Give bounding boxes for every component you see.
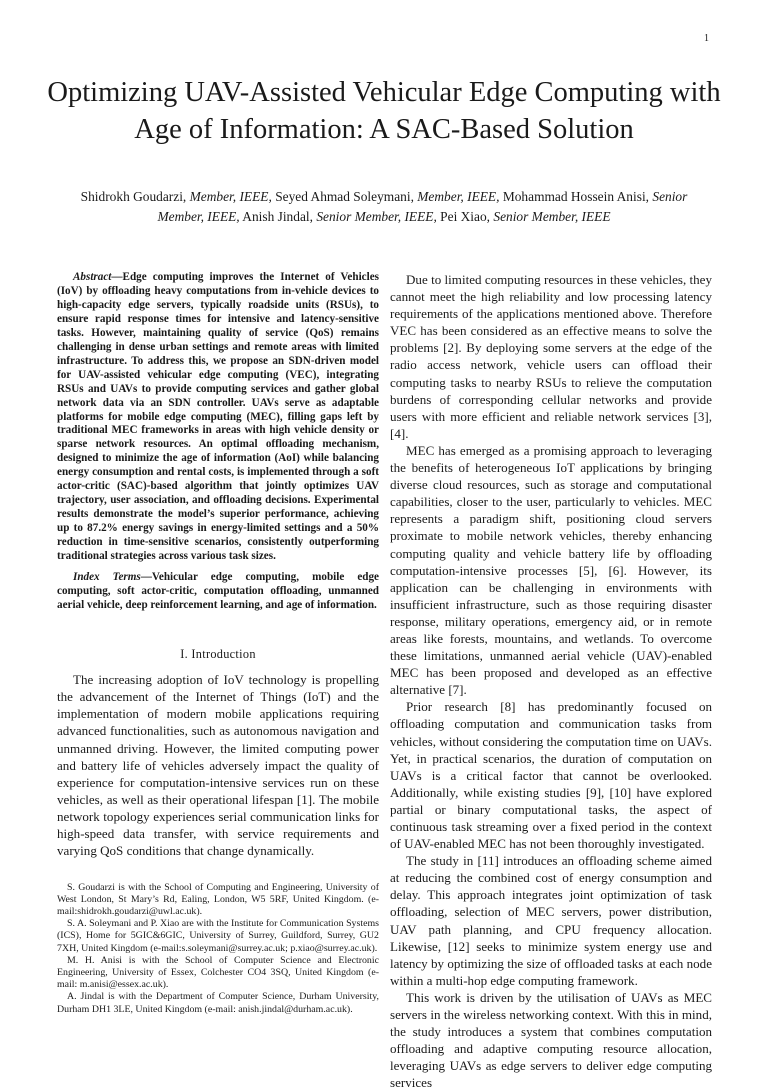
author-name: Seyed Ahmad Soleymani, [275, 189, 414, 204]
index-terms-text: —Vehicular edge computing, mobile edge computing, soft actor-critic, computation offloading, unmanned aerial vehicle, deep reinforcement learning, and age of information. [57, 571, 379, 611]
author-affiliation: Senior Member, IEEE [493, 209, 611, 224]
paper-title: Optimizing UAV-Assisted Vehicular Edge Computing with Age of Information: A SAC-Based Solution [47, 77, 721, 145]
footnote: M. H. Anisi is with the School of Computer Science and Electronic Engineering, University of Essex, Colchester CO4 3SQ, United Kingdom (e-mail: m.anisi@essex.ac.uk). [57, 954, 379, 991]
body-paragraph: MEC has emerged as a promising approach to leveraging the benefits of heterogeneous IoT applications by bringing diverse cloud resources, such as storage and computational capabilities, closer to the user, particularly to vehicles. MEC represents a paradigm shift, positioning cloud servers proximate to mobile network vehicles, thereby enhancing computing quality and vehicle battery life by offloading computation-intensive processes [5], [6]. However, its application can be challenging in environments with insufficient infrastructure, such as those requiring disaster response, military operations, emergency aid, or in remote areas like forests, mountains, and wetlands. To overcome these limitations, unmanned aerial vehicle (UAV)-enabled MEC has been proposed and developed as an effective alternative [7]. [390, 442, 712, 698]
author-affiliation: Senior Member, IEEE, [157, 189, 688, 224]
body-paragraph: The study in [11] introduces an offloading scheme aimed at reducing the combined cost of energy consumption and delay. This approach integrates joint optimization of task offloading, selection of MEC servers, power distribution, UAV path planning, and CPU frequency allocation. Likewise, [12] seeks to minimize system energy use and latency by optimizing the size of offloaded tasks at each node within a multi-hop edge computing framework. [390, 853, 712, 988]
author-affiliation: Senior Member, IEEE, [316, 209, 437, 224]
author-name: Shidrokh Goudarzi, [80, 189, 187, 204]
footnote: S. Goudarzi is with the School of Computing and Engineering, University of West London, St Mary’s Rd, Ealing, London, W5 5RF, United Kingdom. (e-mail:shidrokh.goudarzi@uwl.ac.uk). [57, 881, 379, 917]
right-column [390, 271, 712, 1092]
abstract-text: —Edge computing improves the Internet of Vehicles (IoV) by offloading heavy computations from in-vehicle devices to high-capacity edge servers, typically roadside units (RSUs), to ensure rapid response times for intensive and latency-sensitive tasks. However, maintaining quality of service (QoS) remains challenging in dense urban settings and remote areas with limited infrastructure. To address this, we propose an SDN-driven model for UAV-assisted vehicular edge computing (VEC), integrating RSUs and UAVs to provide computing services and gather global network data via an SDN controller. UAVs serve as adaptable platforms for mobile edge computing (MEC), filling gaps left by traditional MEC frameworks in areas with high vehicle density or sparse network resources. An optimal offloading mechanism, designed to minimize the age of information (AoI) while balancing energy consumption and rental costs, is implemented through a soft actor-critic (SAC)-based algorithm that jointly optimizes UAV trajectory, user association, and offloading decisions. Experimental results demonstrate the model’s superior performance, achieving up to 87.2% energy savings in energy-limited settings and a 50% reduction in time-sensitive scenarios, consistently outperforming traditional strategies across various task sizes. [57, 271, 379, 563]
abstract [57, 271, 379, 564]
author-name: Anish Jindal, [242, 209, 313, 224]
author-affiliation: Member, IEEE, [417, 189, 500, 204]
author-name: Pei Xiao, [440, 209, 491, 224]
page-number: 1 [704, 33, 709, 44]
author-name: Mohammad Hossein Anisi, [502, 189, 650, 204]
author-affiliation: Member, IEEE, [189, 189, 272, 204]
index-terms [57, 571, 379, 613]
left-column [57, 271, 379, 1016]
footnote: S. A. Soleymani and P. Xiao are with the Institute for Communication Systems (ICS), Home for 5GIC&6GIC, University of Surrey, Guildford, Surrey, GU2 7XH, United Kingdom (e-mail:s.soleymani@surrey.ac.uk; p.xiao@surrey.ac.uk). [57, 918, 379, 954]
body-paragraph: This work is driven by the utilisation of UAVs as MEC servers in the wireless networking context. With this in mind, the study introduces a system that combines computation offloading and adaptive computing resource allocation, leveraging UAVs as edge servers to deliver edge computing services [390, 989, 712, 1091]
footnote: A. Jindal is with the Department of Computer Science, Durham University, Durham DH1 3LE, United Kingdom (e-mail: anish.jindal@durham.ac.uk). [57, 991, 379, 1015]
section-heading-introduction: I. Introduction [180, 646, 256, 661]
body-paragraph: Prior research [8] has predominantly focused on offloading computation and communication tasks from vehicles, without considering the computation time on UAVs. Yet, in practical scenarios, the duration of computation on UAVs is a critical factor that cannot be overlooked. Additionally, while existing studies [9], [10] have explored partial or binary computational tasks, the aspect of continuous task streaming over a fixed period in the context of UAV-enabled MEC has not been thoroughly investigated. [390, 699, 712, 852]
index-terms-label: Index Terms [73, 571, 141, 584]
intro-paragraph: The increasing adoption of IoV technology is propelling the advancement of the Internet of Things (IoT) and the implementation of modern mobile applications requiring advanced functionalities, such as autonomous navigation and unmanned driving. However, the limited computing power and battery life of vehicles adversely impact the quality of experience for computation-intensive services run on these vehicles, as well as their operational lifespan [1]. The mobile network topology experiences serial communication links for high-speed data transfer, with service requirements and varying QoS conditions that change dynamically. [57, 671, 379, 859]
abstract-label: Abstract [73, 271, 112, 283]
body-paragraph: Due to limited computing resources in these vehicles, they cannot meet the high reliability and low processing latency requirements of the applications mentioned above. Therefore VEC has been considered as an effective means to solve the problems [2]. By deploying some servers at the edge of the radio access network, vehicle users can offload their computing tasks to nearby RSUs to relieve the computation burdens of corresponding cellular networks and provide users with more efficient and reliable network services [3], [4]. [390, 272, 712, 441]
author-list [58, 187, 710, 227]
